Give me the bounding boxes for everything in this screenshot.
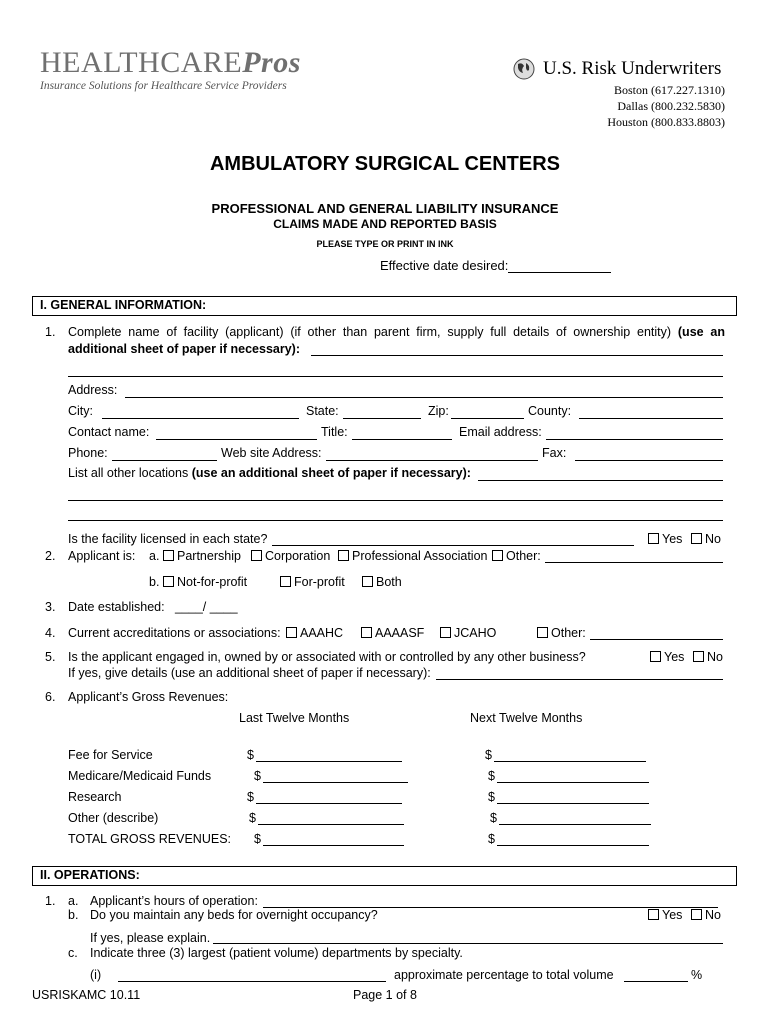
subtitle-claims: CLAIMS MADE AND REPORTED BASIS	[273, 217, 497, 231]
rev-last-input[interactable]	[258, 824, 404, 825]
locations-bold: (use an additional sheet of paper if necessary):	[191, 466, 471, 480]
date-established-label: Date established:	[68, 600, 165, 614]
checkbox[interactable]	[691, 533, 702, 544]
rev-next-input[interactable]	[499, 824, 651, 825]
email-input[interactable]	[546, 439, 723, 440]
locations-text: List all other locations	[68, 466, 189, 480]
rev-next-input[interactable]	[497, 803, 649, 804]
q5-details-input[interactable]	[436, 679, 723, 680]
q6-number: 6.	[45, 690, 56, 704]
beds-no[interactable]	[691, 908, 721, 922]
q1-number: 1.	[45, 325, 56, 339]
col-next-twelve: Next Twelve Months	[470, 711, 583, 725]
q1-text	[68, 325, 725, 339]
yes-label: Yes	[664, 650, 685, 664]
both-option[interactable]	[362, 575, 402, 589]
accred-other-input[interactable]	[590, 639, 723, 640]
section-title: I. GENERAL INFORMATION:	[40, 298, 207, 312]
rev-row-label: Other (describe)	[68, 811, 159, 825]
zip-label: Zip:	[428, 404, 449, 418]
q2b-letter: b.	[149, 575, 160, 589]
checkbox[interactable]	[338, 550, 349, 561]
globe-icon	[513, 58, 535, 83]
rev-last-input[interactable]	[256, 761, 402, 762]
yes-label: Yes	[662, 532, 683, 546]
effective-date-label: Effective date desired:	[380, 258, 509, 273]
state-input[interactable]	[343, 418, 421, 419]
checkbox[interactable]	[492, 550, 503, 561]
dollar-sign: $	[485, 748, 492, 762]
checkbox[interactable]	[361, 627, 372, 638]
q5-number: 5.	[45, 650, 56, 664]
healthcarepros-logo	[40, 48, 301, 78]
effective-date-input[interactable]	[508, 272, 611, 273]
beds-explain-label: If yes, please explain.	[90, 931, 211, 945]
email-label: Email address:	[459, 425, 542, 439]
q1-text-body: Complete name of facility (applicant) (if other than parent firm, supply full details of ownership entity)	[68, 325, 672, 339]
yes-label: Yes	[662, 908, 683, 922]
revenues-label: Applicant’s Gross Revenues:	[68, 690, 229, 704]
aaahc-option[interactable]	[286, 626, 343, 640]
q5-yes[interactable]	[650, 650, 684, 664]
rev-last-input[interactable]	[263, 845, 404, 846]
option-label: Not-for-profit	[177, 575, 248, 589]
licensed-input[interactable]	[272, 545, 634, 546]
contact-label: Contact name:	[68, 425, 150, 439]
logo-main: HEALTHCARE	[40, 46, 243, 79]
partnership-option[interactable]	[163, 549, 241, 563]
locations-input[interactable]	[478, 480, 723, 481]
checkbox[interactable]	[440, 627, 451, 638]
office-houston: Houston (800.833.8803)	[607, 115, 725, 129]
rev-row-label: Fee for Service	[68, 748, 153, 762]
not-for-profit-option[interactable]	[163, 575, 247, 589]
locations-input-2[interactable]	[68, 500, 723, 501]
dollar-sign: $	[254, 769, 261, 783]
dept-i-label: (i)	[90, 968, 102, 982]
address-label: Address:	[68, 383, 118, 397]
county-input[interactable]	[579, 418, 723, 419]
phone-input[interactable]	[112, 460, 217, 461]
subtitle-ink: PLEASE TYPE OR PRINT IN INK	[316, 239, 454, 249]
option-label: Partnership	[177, 549, 241, 563]
option-label: Other:	[551, 626, 586, 640]
dollar-sign: $	[254, 832, 261, 846]
prof-assoc-option[interactable]	[338, 549, 488, 563]
rev-last-input[interactable]	[263, 782, 408, 783]
q2-number: 2.	[45, 549, 56, 563]
checkbox[interactable]	[537, 627, 548, 638]
no-label: No	[705, 532, 721, 546]
licensed-label: Is the facility licensed in each state?	[68, 532, 268, 546]
locations-input-3[interactable]	[68, 520, 723, 521]
aaaasf-option[interactable]	[361, 626, 424, 640]
checkbox[interactable]	[362, 576, 373, 587]
form-code: USRISKAMC 10.11	[32, 988, 141, 1002]
page-number: Page 1 of 8	[353, 988, 417, 1002]
q5-details: If yes, give details (use an additional sheet of paper if necessary):	[68, 666, 431, 680]
dept-i-input[interactable]	[118, 981, 386, 982]
underwriter-name: U.S. Risk Underwriters	[543, 58, 722, 79]
q2-label: Applicant is:	[68, 549, 136, 563]
facility-name-input-2[interactable]	[68, 376, 723, 377]
q1-text-cont: additional sheet of paper if necessary):	[68, 342, 301, 356]
dollar-sign: $	[488, 790, 495, 804]
option-label: AAAHC	[300, 626, 344, 640]
checkbox[interactable]	[163, 576, 174, 587]
option-label: Both	[376, 575, 402, 589]
ops-q1c-letter: c.	[68, 946, 78, 960]
option-label: Other:	[506, 549, 541, 563]
locations-label	[68, 466, 471, 480]
office-dallas: Dallas (800.232.5830)	[617, 99, 725, 113]
address-input[interactable]	[125, 397, 723, 398]
dollar-sign: $	[247, 790, 254, 804]
section-general-information	[32, 296, 737, 316]
checkbox[interactable]	[163, 550, 174, 561]
title-label: Title:	[321, 425, 348, 439]
phone-label: Phone:	[68, 446, 108, 460]
corporation-option[interactable]	[251, 549, 330, 563]
q1-text-bold: (use an	[677, 325, 725, 339]
beds-yes[interactable]	[648, 908, 682, 922]
rev-next-input[interactable]	[494, 761, 646, 762]
licensed-yes[interactable]	[648, 532, 682, 546]
state-label: State:	[306, 404, 339, 418]
contact-input[interactable]	[156, 439, 317, 440]
ops-q1a-letter: a.	[68, 894, 79, 908]
title-input[interactable]	[352, 439, 452, 440]
checkbox[interactable]	[650, 651, 661, 662]
logo-accent: Pros	[242, 46, 301, 79]
no-label: No	[707, 650, 723, 664]
no-label: No	[705, 908, 721, 922]
ops-q1b-letter: b.	[68, 908, 79, 922]
website-input[interactable]	[326, 460, 538, 461]
dollar-sign: $	[488, 769, 495, 783]
logo-tagline: Insurance Solutions for Healthcare Service Providers	[40, 80, 287, 92]
approx-label: approximate percentage to total volume	[394, 968, 614, 982]
checkbox[interactable]	[280, 576, 291, 587]
licensed-no[interactable]	[691, 532, 721, 546]
q5-text: Is the applicant engaged in, owned by or associated with or controlled by any other business?	[68, 650, 586, 664]
office-boston: Boston (617.227.1310)	[614, 83, 725, 97]
other-option[interactable]	[492, 549, 541, 563]
option-label: JCAHO	[454, 626, 497, 640]
q4-number: 4.	[45, 626, 56, 640]
ops-q1-number: 1.	[45, 894, 56, 908]
checkbox[interactable]	[691, 909, 702, 920]
city-label: City:	[68, 404, 93, 418]
other-input[interactable]	[545, 562, 723, 563]
approx-input[interactable]	[624, 981, 688, 982]
option-label: For-profit	[294, 575, 345, 589]
subtitle-liability: PROFESSIONAL AND GENERAL LIABILITY INSURANCE	[211, 201, 559, 216]
for-profit-option[interactable]	[280, 575, 345, 589]
accred-other-option[interactable]	[537, 626, 586, 640]
q3-number: 3.	[45, 600, 56, 614]
fax-input[interactable]	[575, 460, 723, 461]
beds-explain-input[interactable]	[213, 943, 723, 944]
option-label: Corporation	[265, 549, 331, 563]
rev-row-label: TOTAL GROSS REVENUES:	[68, 832, 232, 846]
beds-label: Do you maintain any beds for overnight occupancy?	[90, 908, 378, 922]
fax-label: Fax:	[542, 446, 567, 460]
jcaho-option[interactable]	[440, 626, 496, 640]
website-label: Web site Address:	[221, 446, 322, 460]
checkbox[interactable]	[693, 651, 704, 662]
option-label: AAAASF	[375, 626, 425, 640]
rev-next-input[interactable]	[497, 782, 649, 783]
hours-label: Applicant’s hours of operation:	[90, 894, 258, 908]
option-label: Professional Association	[352, 549, 488, 563]
section-operations	[32, 866, 737, 886]
zip-input[interactable]	[451, 418, 524, 419]
facility-name-input[interactable]	[311, 355, 723, 356]
dollar-sign: $	[247, 748, 254, 762]
date-established-input[interactable]: ____/ ____	[175, 600, 238, 614]
q2a-letter: a.	[149, 549, 160, 563]
checkbox[interactable]	[286, 627, 297, 638]
checkbox[interactable]	[648, 909, 659, 920]
accreditations-label: Current accreditations or associations:	[68, 626, 281, 640]
q5-no[interactable]	[693, 650, 723, 664]
rev-last-input[interactable]	[256, 803, 402, 804]
section-title: II. OPERATIONS:	[40, 868, 140, 882]
dollar-sign: $	[488, 832, 495, 846]
rev-next-input[interactable]	[497, 845, 649, 846]
rev-row-label: Research	[68, 790, 122, 804]
rev-row-label: Medicare/Medicaid Funds	[68, 769, 212, 783]
page-title: AMBULATORY SURGICAL CENTERS	[209, 153, 561, 175]
dollar-sign: $	[249, 811, 256, 825]
col-last-twelve: Last Twelve Months	[239, 711, 350, 725]
checkbox[interactable]	[648, 533, 659, 544]
city-input[interactable]	[102, 418, 299, 419]
dollar-sign: $	[490, 811, 497, 825]
county-label: County:	[528, 404, 572, 418]
percent-sign: %	[691, 968, 703, 982]
departments-label: Indicate three (3) largest (patient volume) departments by specialty.	[90, 946, 463, 960]
checkbox[interactable]	[251, 550, 262, 561]
